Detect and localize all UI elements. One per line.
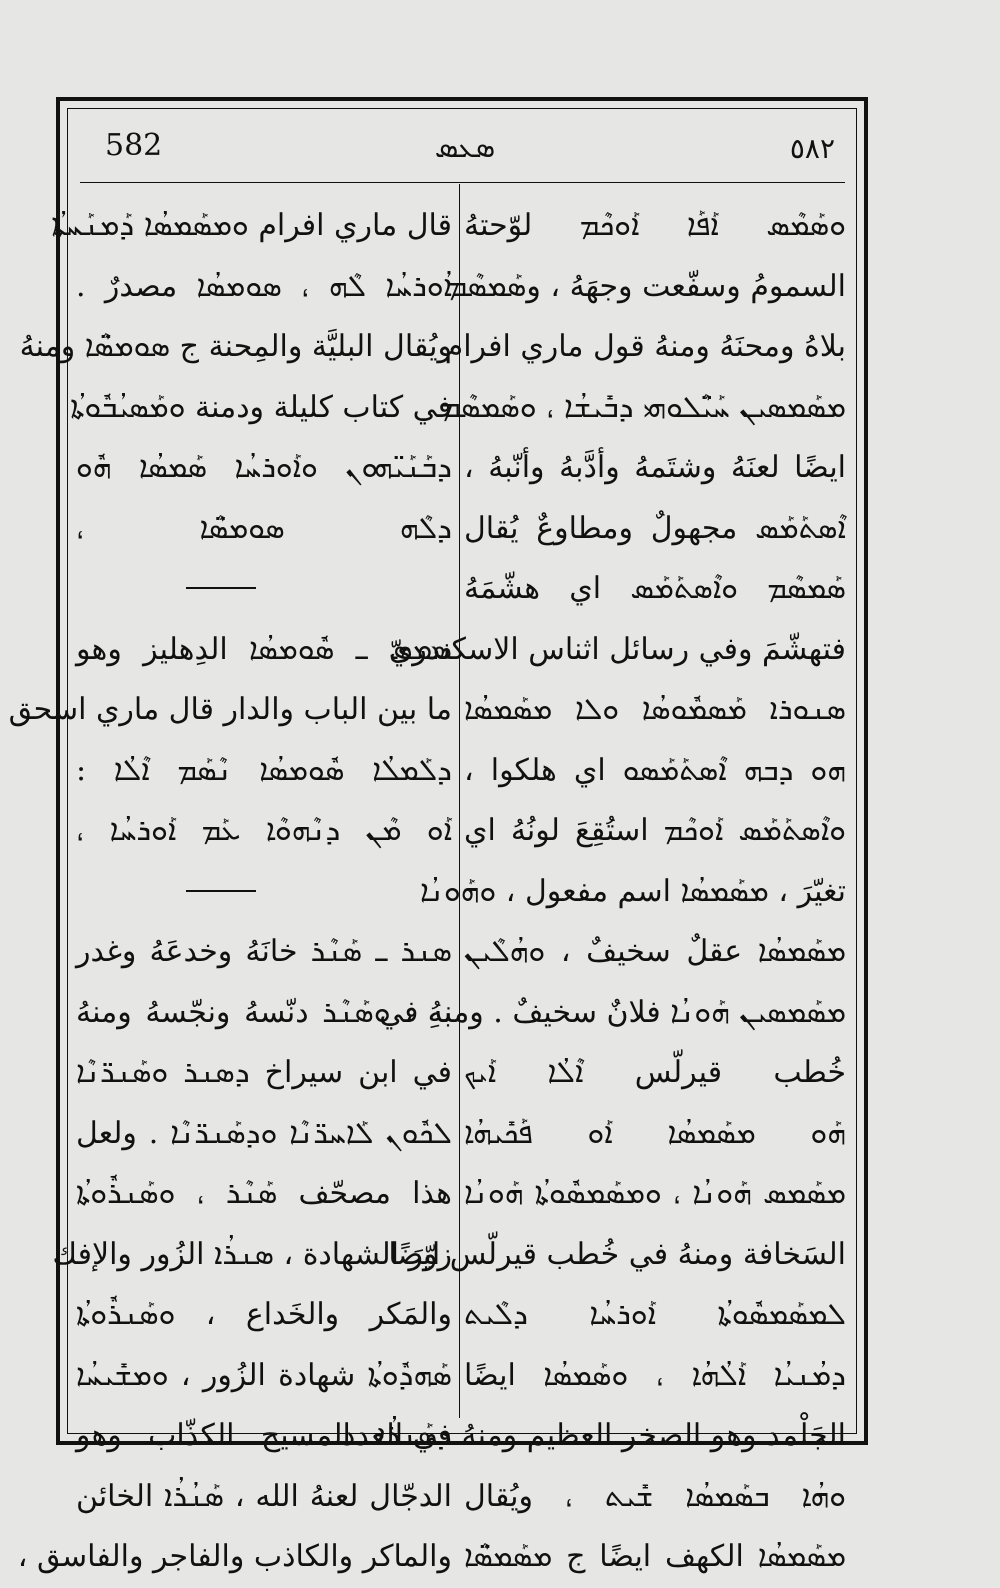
text-line: السمومُ وسفّعت وجهَهُ ، وܣܰܡܣܶܡ: [447, 268, 846, 304]
text-line: ܘܣܰܡܶܣ ܐܰܦܰܐ ܐܰܘܟܶܡ لوّحتهُ: [464, 208, 846, 243]
text-line: هذا مصحّف ܣܰܢܶܪ ، ܘܣܰܢܪܽܘܬܳܐ: [76, 1176, 452, 1211]
text-line: ܘܐܶܣܬܰܡܰܣ ܐܰܘܟܶܡ استُقِعَ لونُهُ اي: [464, 813, 846, 848]
text-line: ܕܣܰܢܪܳܐ المسيح الكذّاب وهو: [76, 1418, 452, 1453]
page-header: [80, 126, 845, 170]
text-line: ܡܣܰܡܣܝܢ ܗܰܘܢܳܐ فلانٌ سخيفٌ . ومنهُ في: [379, 994, 846, 1030]
text-line: ܣܡܣ ـ ܣܽܘܡܣܳܐ الدِهليز وهو: [76, 631, 452, 667]
text-line: ܐܳܘܪܚܳܐ ܠܶܗ ، ܣܘܡܣܳܐ مصدرٌ .: [76, 268, 452, 304]
text-line: في ابن سيراخ ܕܣܢܪ ܘܣܰܢܪ̈ܢܶܐ: [76, 1055, 452, 1090]
header-rule: [80, 182, 845, 183]
text-line: ܡܣܰܡܣܳܐ عقلٌ سخيفٌ ، ܘܗܳܠܶܝܢ: [464, 934, 846, 969]
text-line: ܘܗܳܐ ܒܣܰܡܣܳܐ ܫܺܝܬ ، ويُقال: [464, 1478, 846, 1514]
text-line: ܐܶܣܬܰܡܰܣ مجهولٌ ومطاوعٌ يُقال: [464, 510, 846, 546]
text-line: ܣܢܪ ـ ܣܰܢܶܪ خانَهُ وخدعَهُ وغدر: [76, 934, 452, 969]
text-line: بلاهُ ومحنَهُ ومنهُ قول ماري افرام: [444, 329, 846, 364]
text-line: ܗܘ ܕܒܗ ܐܶܣܬܰܡܰܣܘ اي هلكوا ،: [464, 752, 846, 788]
left-column: [8, 196, 452, 1588]
text-line: ܐܰܘ ܡܶܢ ܕܢܶܗܘܶܐ ܥܰܡ ܐܰܘܪܚܳܐ ،: [76, 813, 452, 848]
text-line: ܕܠܶܗ ܣܘܡܣܶ̈ܐ ،: [76, 510, 452, 546]
text-line: ܣܢܘܪܐ ܡܰܣܡܽܘܣܳܐ ܘܠܐ ܡܣܰܡܣܳܐ: [464, 692, 846, 727]
text-line: ويُقال البليَّة والمِحنة ج ܣܘܡܣܶ̈ܐ ومنهُ: [19, 329, 452, 364]
text-line: الدجّال لعنهُ الله ، ܣܰܢܳܪܳܐ الخائن: [76, 1478, 452, 1514]
text-line: قال ماري افرام ܘܡܣܰܡܣܳܐ ܕܰܡܢܰܚܬܳܐ: [51, 208, 452, 243]
running-head: ܣܥܣ: [434, 130, 496, 165]
text-line: ܠܟܽܘܢ ܠܰܐܚܪ̈ܢܶܐ ܘܕܣܰܢܪ̈ܢܶܐ . ولعل: [76, 1115, 452, 1151]
text-line: ܕܒܰܢܰܝ̈ܗܘܢ ܘܐܰܘܪܚܳܐ ܣܰܡܣܳܐ ܗܽܘ: [76, 450, 452, 485]
entry-separator-rule: [76, 862, 452, 923]
text-line: ܣܰܡܣܶܡ ܘܐܶܣܬܰܡܰܣ اي هشّمَهُ: [464, 571, 846, 606]
text-line: ܗܰܘ ܡܣܰܡܣܳܐ ܐܰܘ ܦܰܟܺܝܗܳܐ: [464, 1115, 846, 1151]
text-line: الجَلْمد وهو الصخر العظيم ومنهُ في العدد: [342, 1418, 846, 1453]
text-line: ܠܡܣܰܡܣܽܘܬܳܐ ܐܰܘܪܚܳܐ ܕܠܶܝܬ: [464, 1297, 846, 1332]
page-number-arabic: ٥٨٢: [789, 132, 835, 165]
text-line: والماكر والكاذب والفاجر والفاسق ،: [17, 1539, 452, 1574]
text-line: ܕܠܰܡܠܳܐ ܣܽܘܡܣܳܐ ܢܶܣܰܡ ܐܶܠܳܐ :: [76, 752, 452, 788]
text-line: ܡܣܰܡܣ ܗܰܘܢܳܐ ، ܘܡܣܰܡܣܽܘܬܳܐ ܗܰܘܢܳܐ: [464, 1176, 846, 1211]
right-column: [342, 196, 846, 1588]
text-line: ايضًا لعنَهُ وشتَمهُ وأدَّبهُ وأنّبهُ ،: [464, 450, 846, 485]
text-line: زوّرَ الشهادة ، ܣܢܪܳܐ الزُور والإفك: [52, 1236, 452, 1272]
text-line: ܡܣܰܡܣܝܢ ܚܰܝ̈ܶܠܘܗܝ ܕܒܺܝܫܳܐ ، ܘܣܰܡܣܶܡ: [441, 389, 846, 425]
text-line: السَخافة ومنهُ في خُطب قيرلّس ايضًا: [388, 1236, 846, 1272]
text-line: ܡܣܰܡܣܳܐ الكهف ايضًا ج ܡܣܰܡܣܶ̈ܐ: [464, 1539, 846, 1574]
text-line: فتهشّمَ وفي رسائل اثناس الاسكندريّ: [388, 631, 846, 667]
text-line: بهِ ، ܘܣܰܢܶܪ دنّسهُ ونجّسهُ ومنهُ: [76, 994, 452, 1030]
text-line: ما بين الباب والدار قال ماري اسحق: [8, 692, 452, 727]
text-line: خُطب قيرلّس ܐܶܠܳܐ ܐܰܝܟ: [464, 1055, 846, 1090]
text-line: في كتاب كليلة ودمنة ܘܡܰܣܝܳܒܽܘܬܳܐ: [70, 389, 452, 425]
text-line: والمَكر والخَداع ، ܘܣܰܢܪܽܘܬܳܐ: [76, 1297, 452, 1332]
text-line: ܣܰܗܕܽܘܬܳܐ شهادة الزُور ، ܘܡܫܺܝܚܳܐ: [76, 1357, 452, 1393]
entry-separator-rule: [76, 559, 452, 620]
text-line: تغيّرَ ، ܡܣܰܡܣܳܐ اسم مفعول ، ܘܗܰܘܢܳܐ: [419, 873, 846, 909]
page-number-latin: 582: [105, 128, 163, 163]
text-line: ܕܡܳܢܝܳܐ ܐܰܠܳܗܳܐ ، ܘܣܰܡܣܳܐ ايضًا: [464, 1357, 846, 1393]
